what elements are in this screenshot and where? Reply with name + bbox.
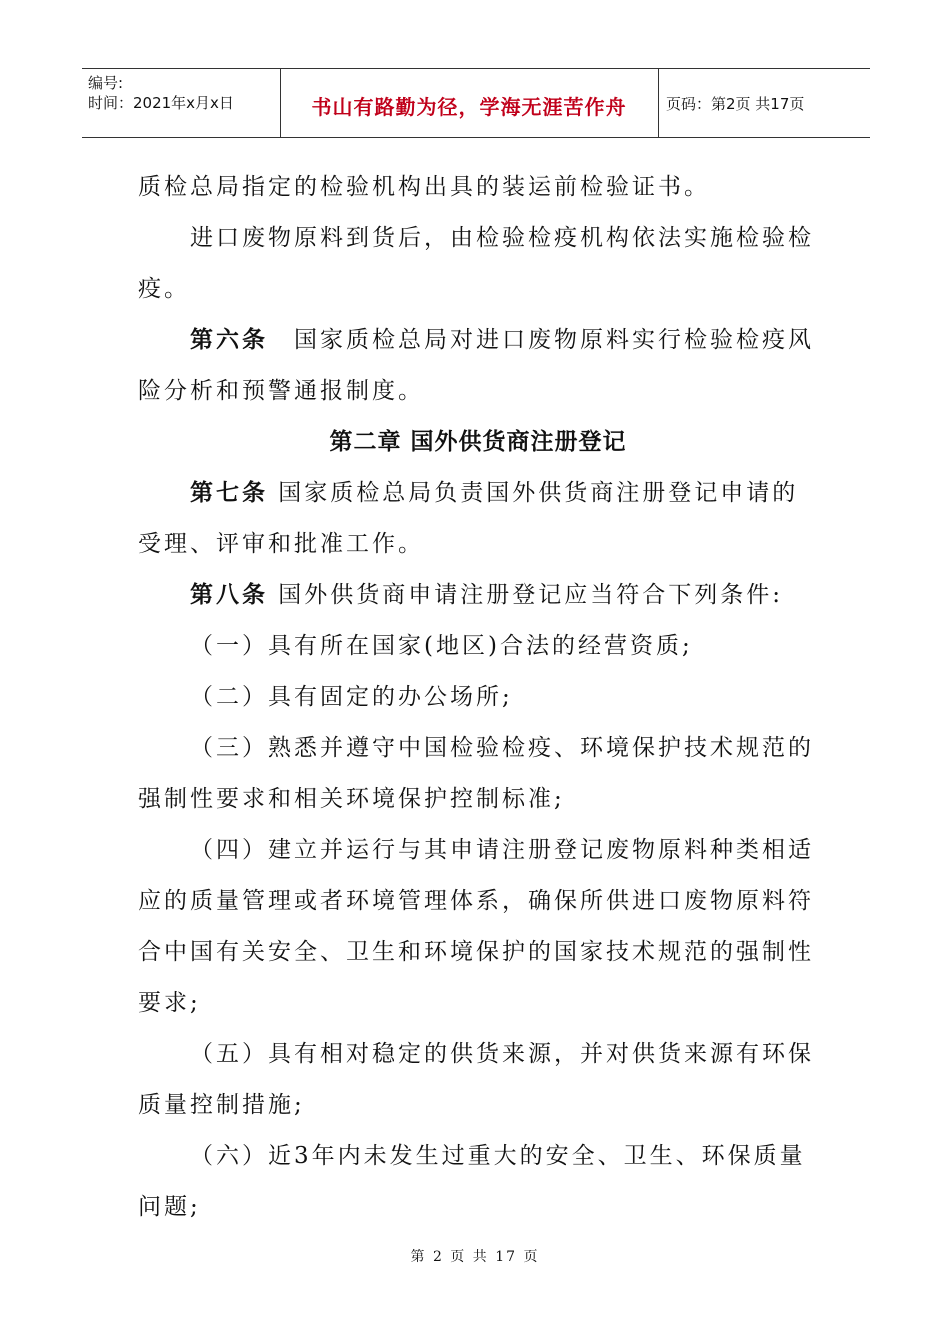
article-label: 第六条 [190, 327, 268, 353]
article-text: 国外供货商申请注册登记应当符合下列条件: [268, 582, 784, 608]
list-item: （一）具有所在国家(地区)合法的经营资质; [190, 633, 693, 659]
list-item: （三）熟悉并遵守中国检验检疫、环境保护技术规范的强制性要求和相关环境保护控制标准; [138, 735, 814, 812]
article-text: 国家质检总局对进口废物原料实行检验检疫风险分析和预警通报制度。 [138, 327, 814, 404]
list-item: （二）具有固定的办公场所; [190, 684, 513, 710]
header-motto: 书山有路勤为径，学海无涯苦作舟 [311, 95, 627, 119]
serial-label: 编号: [88, 74, 124, 92]
list-item: （五）具有相对稳定的供货来源，并对供货来源有环保质量控制措施; [138, 1041, 814, 1118]
article-label: 第七条 [190, 480, 268, 506]
article-label: 第八条 [190, 582, 268, 608]
list-item: （四）建立并运行与其申请注册登记废物原料种类相适应的质量管理或者环境管理体系，确保所供进口废物原料符合中国有关安全、卫生和环境保护的国家技术规范的强制性要求; [138, 837, 814, 1016]
page-footer: 第 2 页 共 17 页 [410, 1249, 540, 1265]
article-7 [138, 468, 818, 570]
paragraph: 质检总局指定的检验机构出具的装运前检验证书。 [138, 174, 710, 200]
page-header [82, 68, 870, 138]
document-body [138, 162, 818, 1233]
header-divider [658, 69, 659, 137]
header-meta [88, 73, 234, 113]
paragraph: 进口废物原料到货后，由检验检疫机构依法实施检验检疫。 [138, 225, 814, 302]
time-label: 时间：2021年x月x日 [88, 94, 234, 112]
chapter-title: 第二章 国外供货商注册登记 [329, 429, 627, 455]
article-6 [138, 315, 818, 417]
article-text: 国家质检总局负责国外供货商注册登记申请的受理、评审和批准工作。 [138, 480, 799, 557]
header-page-info: 页码：第2页 共17页 [666, 95, 805, 113]
list-item: （六）近3年内未发生过重大的安全、卫生、环保质量问题; [138, 1143, 806, 1220]
article-8 [138, 570, 818, 621]
